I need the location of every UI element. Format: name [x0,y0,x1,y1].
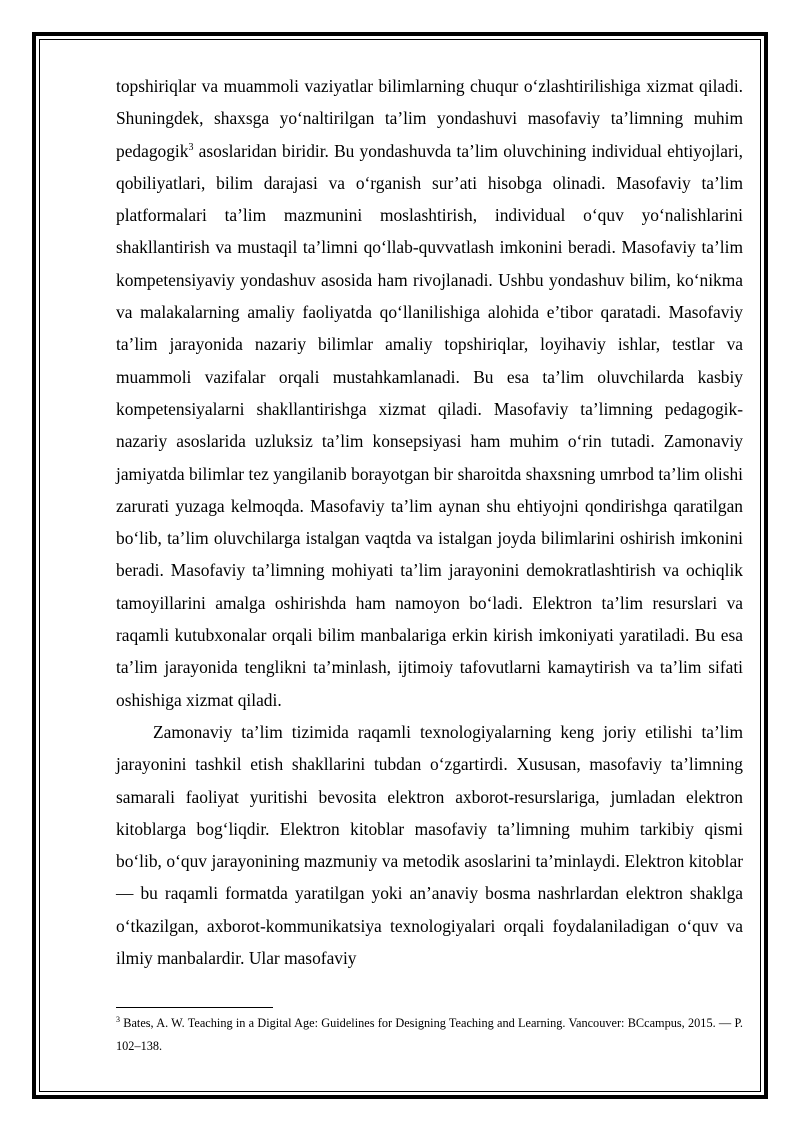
paragraph-1 [116,70,743,716]
footnote-marker: 3 [116,1014,120,1024]
paragraph-1-text-start: topshiriqlar va muammoli vaziyatlar bilimlarning chuqur o‘zlashtirilishiga xizmat qiladi. Shuningdek, shaxsga yo‘naltirilgan ta’lim yondashuvi masofaviy ta’limning muhim pedagogik [116,76,743,161]
footnote-reference: 3 [188,141,194,153]
paragraph-2: Zamonaviy ta’lim tizimida raqamli texnologiyalarning keng joriy etilishi ta’lim jarayonini tashkil etish shakllarini tubdan o‘zgartirdi. Xususan, masofaviy ta’limning samarali faoliyat yuritishi bevosita elektron axborot-resurslariga, jumladan elektron kitoblarga bog‘liqdir. Elektron kitoblar masofaviy ta’limning muhim tarkibiy qismi bo‘lib, o‘quv jarayonining mazmuniy va metodik asoslarini ta’minlaydi. Elektron kitoblar — bu raqamli formatda yaratilgan yoki an’anaviy bosma nashrlardan elektron shaklga o‘tkazilgan, axborot-kommunikatsiya texnologiyalari orqali foydalaniladigan o‘quv va ilmiy manbalardir. Ular masofaviy [116,721,743,969]
footnote-text: Bates, A. W. Teaching in a Digital Age: Guidelines for Designing Teaching and Learning. Vancouver: BCcampus, 2015. — P. 102–138. [116,1016,743,1053]
footnote-separator [116,1007,273,1008]
page-body [116,70,743,974]
paragraph-1-text-end: asoslaridan biridir. Bu yondashuvda ta’lim oluvchining individual ehtiyojlari, qobiliyatlari, bilim darajasi va o‘rganish sur’ati hisobga olinadi. Masofaviy ta’lim platformalari ta’lim mazmunini moslashtirish, individual o‘quv yo‘nalishlarini shakllantirish va mustaqil ta’limni qo‘llab-quvvatlash imkonini beradi. Masofaviy ta’lim kompetensiyaviy yondashuv asosida ham rivojlanadi. Ushbu yondashuv bilim, ko‘nikma va malakalarning amaliy faoliyatda qo‘llanilishiga alohida e’tibor qaratadi. Masofaviy ta’lim jarayonida nazariy bilimlar amaliy topshiriqlar, loyihaviy ishlar, testlar va muammoli vazifalar orqali mustahkamlanadi. Bu esa ta’lim oluvchilarda kasbiy kompetensiyalarni shakllantirishga xizmat qiladi. Masofaviy ta’limning pedagogik-nazariy asoslarida uzluksiz ta’lim konsepsiyasi ham muhim o‘rin tutadi. Zamonaviy jamiyatda bilimlar tez yangilanib borayotgan bir sharoitda shaxsning umrbod ta’lim olishi zarurati yuzaga kelmoqda. Masofaviy ta’lim aynan shu ehtiyojni qondirishga qaratilgan bo‘lib, ta’lim oluvchilarga istalgan vaqtda va istalgan joyda bilimlarini oshirish imkonini beradi. Masofaviy ta’limning mohiyati ta’lim jarayonini demokratlashtirish va ochiqlik tamoyillarini amalga oshirishda ham namoyon bo‘ladi. Elektron ta’lim resurslari va raqamli kutubxonalar orqali bilim manbalariga erkin kirish imkoniyati yaratiladi. Bu esa ta’lim jarayonida tenglikni ta’minlash, ijtimoiy tafovutlarni kamaytirish va ta’lim sifati oshishiga xizmat qiladi. [116,140,743,710]
footnote [116,1012,743,1058]
